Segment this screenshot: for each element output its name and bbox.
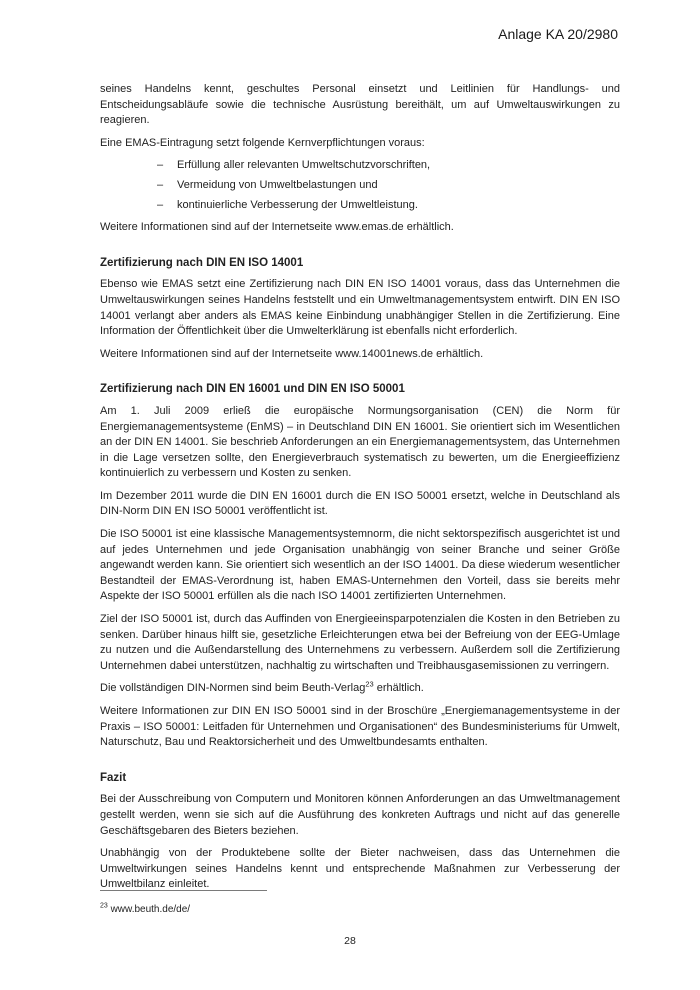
intro-paragraph-3: Weitere Informationen sind auf der Internetseite www.emas.de erhältlich.	[100, 221, 454, 234]
din50001-paragraph-1: Am 1. Juli 2009 erließ die europäische Normungsorganisation (CEN) die Norm für Energiemanagementsysteme (EnMS) – in Deutschland DIN EN 16001. Sie orientiert sich im Wesentlichen an der DIN EN 14001. Sie beschrieb Anforderungen an ein Energiemanagementsystem, das Unternehmen in die Lage versetzen sollte, den Energieverbrauch systematisch zu bewerten, um die Energieeffizienz kontinuierlich zu verbessern und Kosten zu senken.	[100, 404, 620, 480]
din50001-paragraph-6: Weitere Informationen zur DIN EN ISO 50001 sind in der Broschüre „Energiemanagementsysteme in der Praxis – ISO 50001: Leitfaden für Unternehmen und Organisationen“ des Bundesministeriums für Umwelt, Naturschutz, Bau und Reaktorsicherheit und des Umweltbundesamts enthalten.	[100, 705, 620, 749]
footnote-text: www.beuth.de/de/	[110, 904, 191, 915]
intro-paragraph-2: Eine EMAS-Eintragung setzt folgende Kernverpflichtungen voraus:	[100, 136, 425, 149]
bullet-item	[100, 178, 620, 194]
bullet-text: Vermeidung von Umweltbelastungen und	[177, 178, 378, 191]
bullet-text: Erfüllung aller relevanten Umweltschutzvorschriften,	[177, 159, 431, 172]
header-annotation: Anlage KA 20/2980	[498, 26, 618, 42]
din50001-paragraph-2: Im Dezember 2011 wurde die DIN EN 16001 durch die EN ISO 50001 ersetzt, welche in Deutschland als DIN-Norm DIN EN ISO 50001 veröffentlicht ist.	[100, 489, 620, 518]
din50001-paragraph-5	[100, 681, 620, 697]
section-heading-din50001: Zertifizierung nach DIN EN 16001 und DIN EN ISO 50001	[100, 383, 405, 396]
bullet-list	[100, 158, 620, 213]
dash-bullet-marker: –	[157, 198, 164, 211]
dash-bullet-marker: –	[157, 178, 164, 191]
din50001-paragraph-4: Ziel der ISO 50001 ist, durch das Auffinden von Energieeinsparpotenzialen die Kosten in den Betrieben zu senken. Darüber hinaus hilft sie, gesetzliche Erleichterungen etwa bei der Befreiung von der EEG-Umlage zu nutzen und die Außendarstellung des Unternehmens zu verbessern. Außerdem soll die Zertifizierung Unternehmen dabei unterstützen, nachhaltig zu wirtschaften und Treibhausgasemissionen zu verringern.	[100, 613, 620, 672]
footnote-sentence-end: erhältlich.	[373, 682, 424, 695]
din50001-paragraph-3: Die ISO 50001 ist eine klassische Managementsystemnorm, die nicht sektorspezifisch ausgerichtet ist und auf jedes Unternehmen und jede Organisation unabhängig von seiner Branche und seiner Größe angewandt werden kann. Sie orientiert sich wesentlich an der ISO 14001. Da diese wiederum wesentlicher Bestandteil der EMAS-Verordnung ist, haben EMAS-Unternehmen den Vorteil, dass sie bereits mehr Aspekte der ISO 50001 erfüllen als die nach ISO 14001 zertifizierten Unternehmen.	[100, 528, 620, 603]
footnote-sentence-start: Die vollständigen DIN-Normen sind beim Beuth-Verlag	[100, 682, 366, 695]
section-heading-iso14001: Zertifizierung nach DIN EN ISO 14001	[100, 256, 304, 269]
dash-bullet-marker: –	[157, 159, 164, 172]
footnote-separator-rule	[100, 890, 267, 891]
fazit-paragraph-2: Unabhängig von der Produktebene sollte der Bieter nachweisen, dass das Unternehmen die Umweltwirkungen seines Handelns kennt und entsprechende Maßnahmen zur Verbesserung der Umweltbilanz einleitet.	[100, 847, 620, 891]
document-body	[100, 0, 620, 900]
footnote-reference: 23	[365, 679, 374, 689]
iso14001-paragraph-2: Weitere Informationen sind auf der Internetseite www.14001news.de erhältlich.	[100, 347, 484, 360]
footnote	[100, 903, 190, 917]
fazit-paragraph-1: Bei der Ausschreibung von Computern und Monitoren können Anforderungen an das Umweltmanagement gestellt werden, wenn sie sich auf die Ausführung des konkreten Auftrags und nicht auf das generelle Geschäftsgebaren des Bieters beziehen.	[100, 793, 620, 837]
bullet-text: kontinuierliche Verbesserung der Umweltleistung.	[177, 198, 418, 211]
section-heading-fazit: Fazit	[100, 771, 127, 784]
bullet-item	[100, 158, 620, 174]
iso14001-paragraph-1: Ebenso wie EMAS setzt eine Zertifizierung nach DIN EN ISO 14001 voraus, dass das Unternehmen die Umweltauswirkungen seines Handelns feststellt und ein Umweltmanagementsystem entwirft. DIN EN ISO 14001 verlangt aber anders als EMAS keine Einbindung unabhängiger Stellen in die Zertifizierung. Eine Information der Öffentlichkeit über die Umwelterklärung ist ebenfalls nicht erforderlich.	[100, 278, 620, 338]
intro-paragraph-1: seines Handelns kennt, geschultes Personal einsetzt und Leitlinien für Handlungs- und Entscheidungsabläufe sowie die technische Ausrüstung bereithält, um auf Umweltauswirkungen zu reagieren.	[100, 83, 620, 127]
page-number: 28	[344, 935, 356, 947]
footnote-marker: 23	[100, 902, 108, 910]
bullet-item	[100, 198, 620, 214]
